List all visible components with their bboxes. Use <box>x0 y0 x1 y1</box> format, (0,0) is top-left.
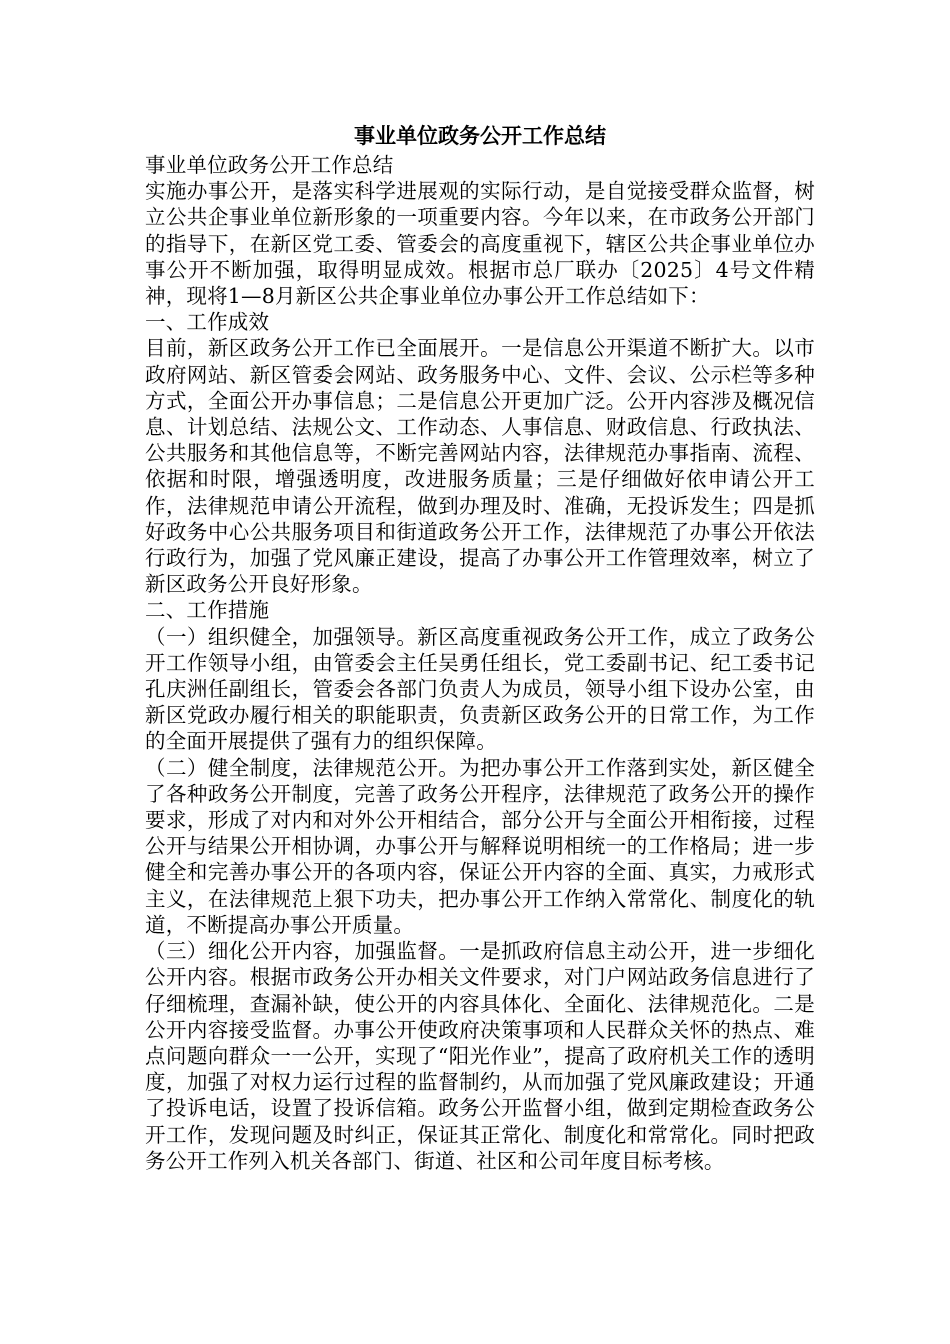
section-heading-results: 一、工作成效 <box>145 310 270 335</box>
measure-paragraph-1: （一）组织健全，加强领导。新区高度重视政务公开工作，成立了政务公开工作领导小组，由管委会主任吴勇任组长，党工委副书记、纪工委书记孔庆洲任副组长，管委会各部门负责人为成员，领导小组下设办公室，由新区党政办履行相关的职能职责，负责新区政务公开的日常工作，为工作的全面开展提供了强有力的组织保障。 <box>145 624 815 754</box>
measure-paragraph-2: （二）健全制度，法律规范公开。为把办事公开工作落到实处，新区健全了各种政务公开制度，完善了政务公开程序，法律规范了政务公开的操作要求，形成了对内和对外公开相结合，部分公开与全面公开相衔接，过程公开与结果公开相协调，办事公开与解释说明相统一的工作格局；进一步健全和完善办事公开的各项内容，保证公开内容的全面、真实，力戒形式主义，在法律规范上狠下功夫，把办事公开工作纳入常常化、制度化的轨道，不断提高办事公开质量。 <box>145 755 815 937</box>
intro-paragraph: 实施办事公开，是落实科学进展观的实际行动，是自觉接受群众监督，树立公共企事业单位新形象的一项重要内容。今年以来，在市政务公开部门的指导下，在新区党工委、管委会的高度重视下，辖区公共企事业单位办事公开不断加强，取得明显成效。根据市总厂联办〔2025〕4号文件精神，现将1—8月新区公共企事业单位办事公开工作总结如下： <box>145 179 815 309</box>
measure-paragraph-3: （三）细化公开内容，加强监督。一是抓政府信息主动公开，进一步细化公开内容。根据市政务公开办相关文件要求，对门户网站政务信息进行了仔细梳理，查漏补缺，使公开的内容具体化、全面化、法律规范化。二是公开内容接受监督。办事公开使政府决策事项和人民群众关怀的热点、难点问题向群众一一公开，实现了“阳光作业”，提高了政府机关工作的透明度，加强了对权力运行过程的监督制约，从而加强了党风廉政建设；开通了投诉电话，设置了投诉信箱。政务公开监督小组，做到定期检查政务公开工作，发现问题及时纠正，保证其正常化、制度化和常常化。同时把政务公开工作列入机关各部门、街道、社区和公司年度目标考核。 <box>145 939 815 1173</box>
document-page <box>145 121 815 1174</box>
section-heading-measures: 二、工作措施 <box>145 598 270 623</box>
results-paragraph: 目前，新区政务公开工作已全面展开。一是信息公开渠道不断扩大。以市政府网站、新区管委会网站、政务服务中心、文件、会议、公示栏等多种方式，全面公开办事信息；二是信息公开更加广泛。公开内容涉及概况信息、计划总结、法规公文、工作动态、人事信息、财政信息、行政执法、公共服务和其他信息等，不断完善网站内容，法律规范办事指南、流程、依据和时限，增强透明度，改进服务质量；三是仔细做好依申请公开工作，法律规范申请公开流程，做到办理及时、准确，无投诉发生；四是抓好政务中心公共服务项目和街道政务公开工作，法律规范了办事公开依法行政行为，加强了党风廉正建设，提高了办事公开工作管理效率，树立了新区政务公开良好形象。 <box>145 336 815 597</box>
subtitle-line: 事业单位政务公开工作总结 <box>145 153 394 177</box>
document-title: 事业单位政务公开工作总结 <box>354 124 606 148</box>
